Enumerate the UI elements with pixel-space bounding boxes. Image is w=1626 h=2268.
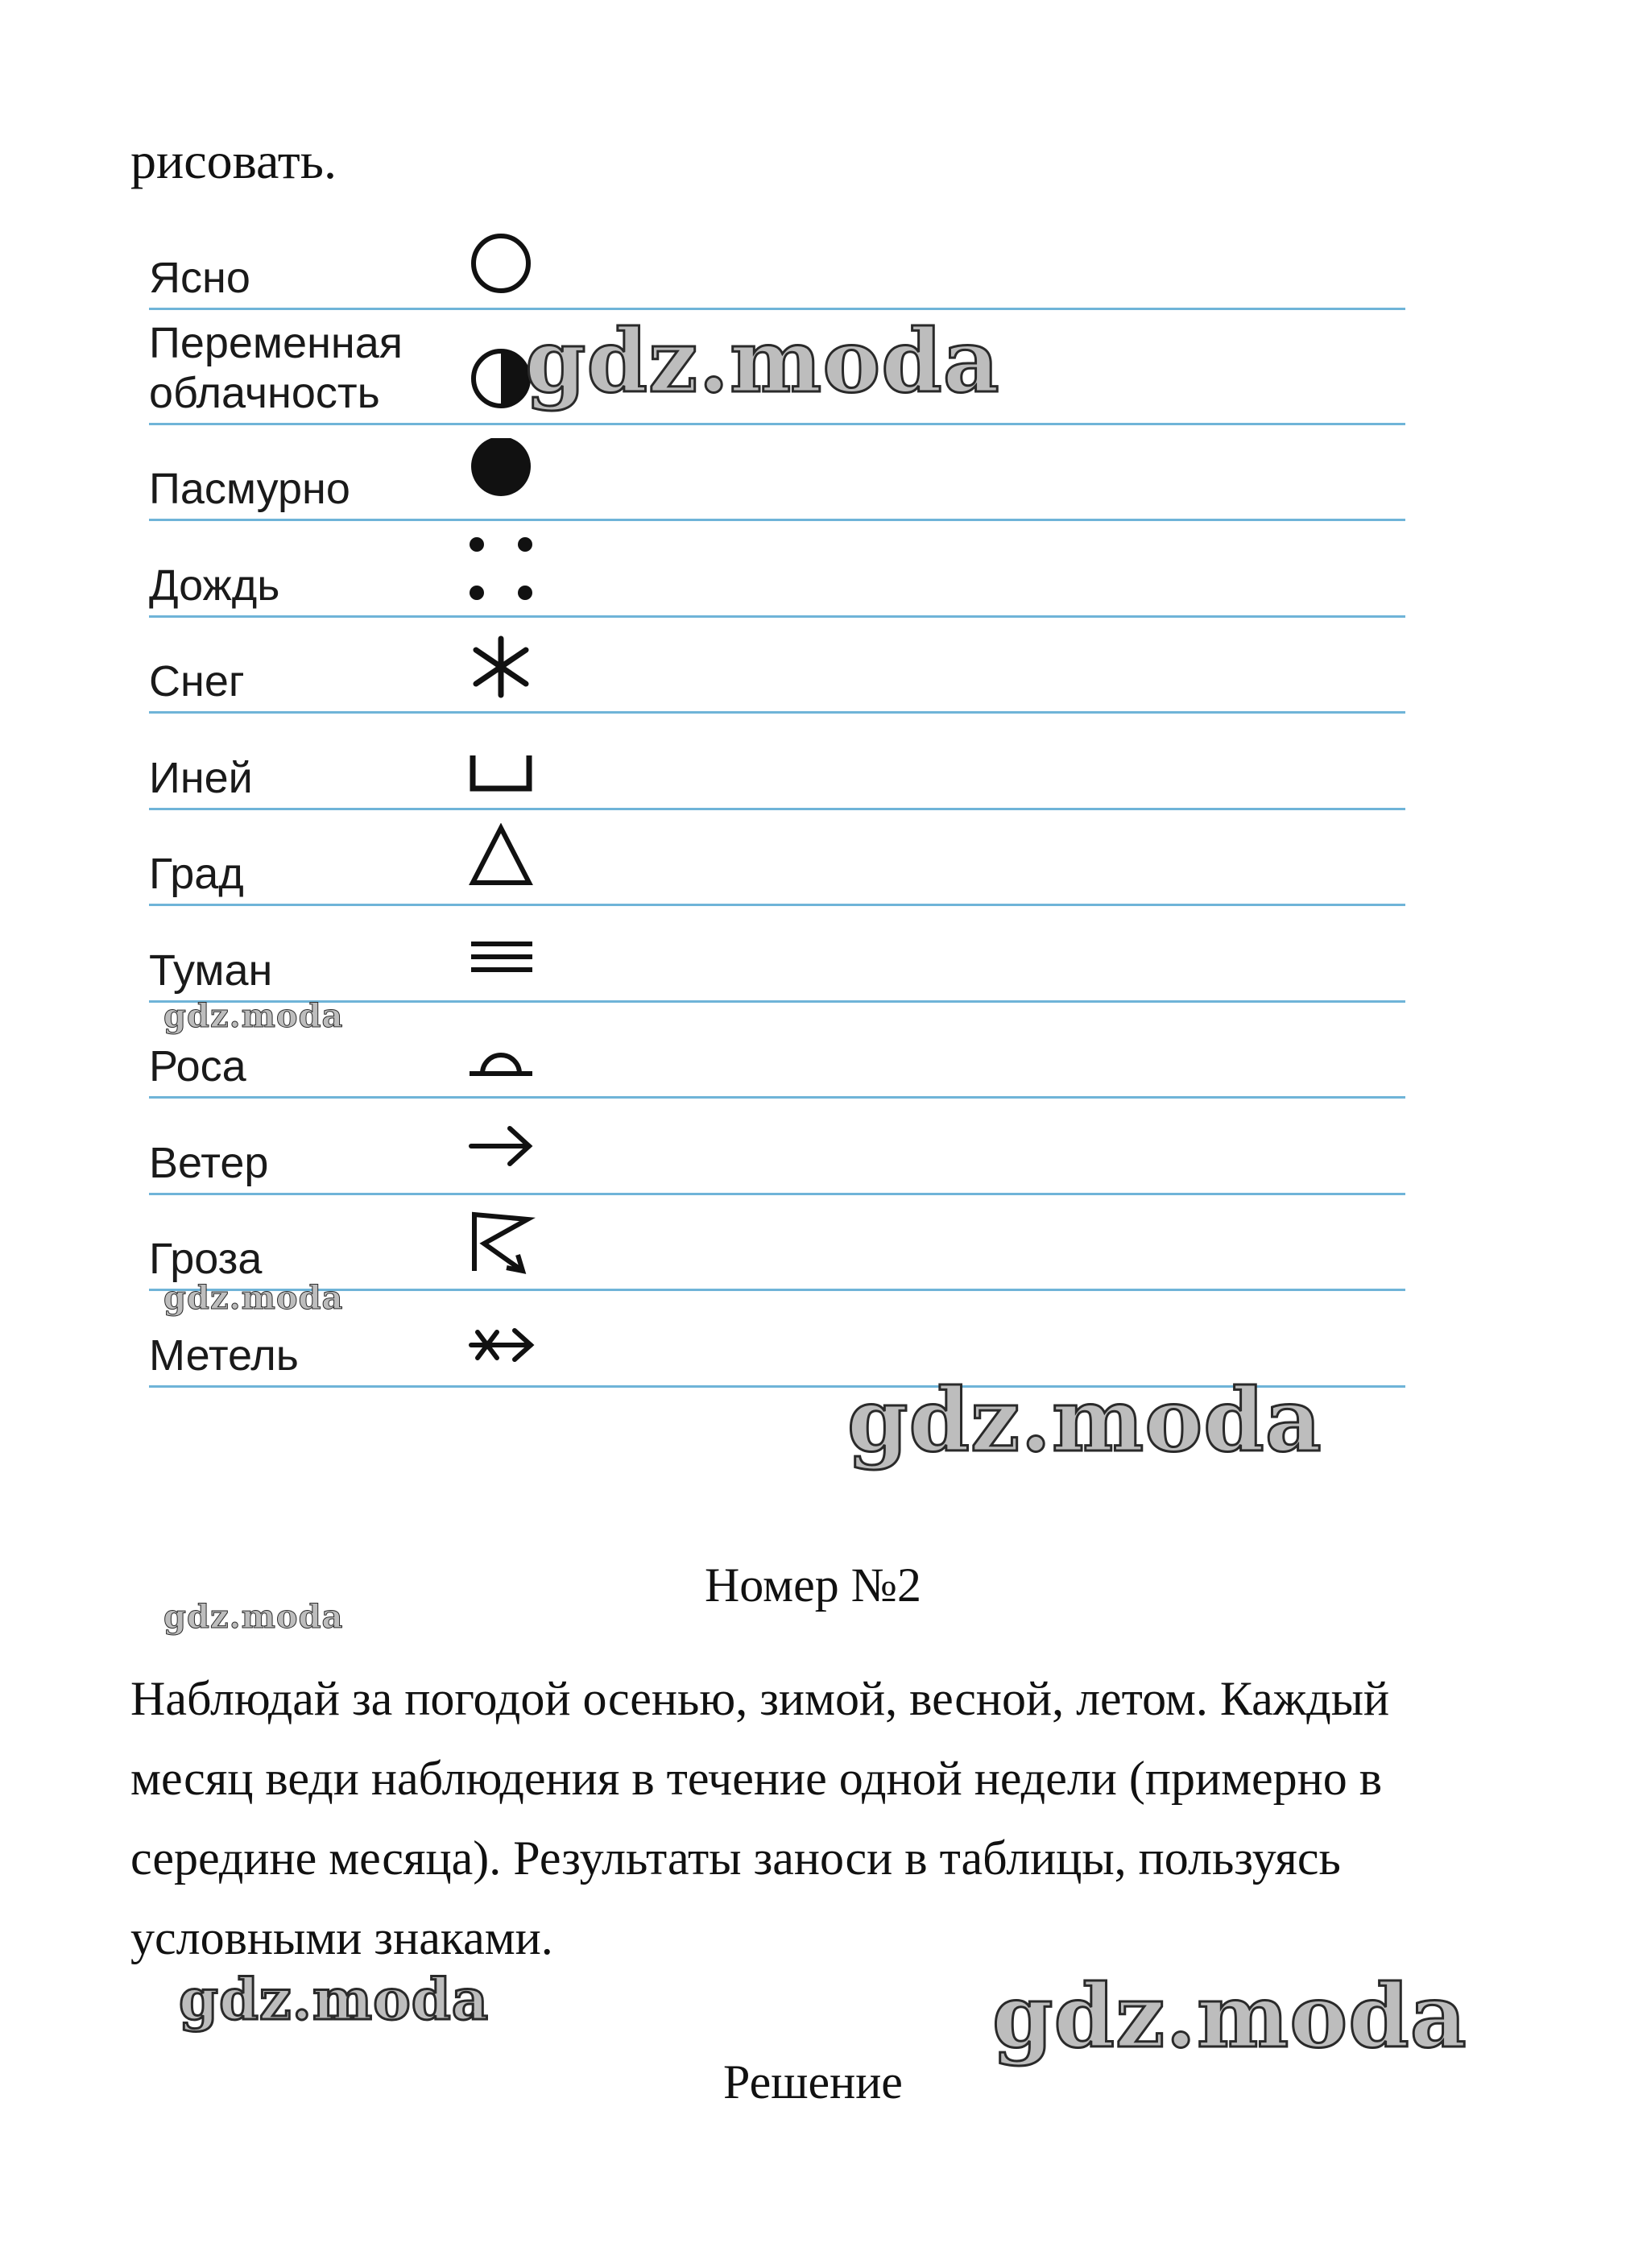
legend-label: Снег [149, 657, 245, 706]
legend-label: Ясно [149, 253, 250, 302]
legend-label: Туман [149, 946, 273, 995]
legend-row-fog [149, 906, 1405, 1003]
legend-label: Гроза [149, 1235, 263, 1283]
legend-row-clear [149, 213, 1405, 310]
watermark: gdz.moda [163, 1598, 344, 1636]
legend-row-overcast [149, 425, 1405, 522]
filled-circle-icon [465, 438, 537, 511]
solution-heading: Решение [723, 2055, 903, 2109]
watermark: gdz.moda [163, 1279, 344, 1317]
blizzard-arrow-icon [465, 1305, 537, 1377]
task-text: Наблюдай за погодой осенью, зимой, весной, летом. Каждый месяц веди наблюдения в течение одной недели (примерно в середине месяца). Результаты заноси в таблицы, пользуясь условными знаками. [130, 1672, 1390, 1964]
legend-row-snow [149, 618, 1405, 714]
triple-line-icon [465, 920, 537, 992]
triangle-icon [465, 823, 537, 896]
clear-circle-icon [465, 227, 537, 300]
thunderstorm-icon [465, 1208, 537, 1281]
legend-label: Метель [149, 1331, 299, 1380]
legend-label: Град [149, 850, 244, 898]
watermark: gdz.moda [847, 1370, 1322, 1471]
legend-row-rain [149, 521, 1405, 618]
arrow-right-icon [465, 1112, 537, 1185]
number-heading: Номер №2 [704, 1558, 922, 1612]
legend-label: Ветер [149, 1138, 269, 1187]
legend-label: Переменная облачность [149, 318, 403, 417]
asterisk-icon [465, 631, 537, 703]
legend-row-thunderstorm [149, 1195, 1405, 1292]
legend-label: Роса [149, 1042, 246, 1091]
bracket-icon [465, 727, 537, 800]
watermark: gdz.moda [163, 997, 344, 1035]
legend-row-wind [149, 1099, 1405, 1195]
dew-icon [465, 1016, 537, 1088]
watermark: gdz.moda [525, 311, 1000, 412]
legend-row-hail [149, 810, 1405, 907]
legend-label: Дождь [149, 561, 280, 610]
watermark: gdz.moda [179, 1966, 490, 2033]
watermark: gdz.moda [992, 1966, 1467, 2067]
intro-text: рисовать. [130, 132, 337, 189]
legend-label: Иней [149, 753, 253, 802]
legend-label: Пасмурно [149, 465, 350, 513]
legend-row-frost [149, 714, 1405, 810]
four-dots-icon [465, 535, 537, 607]
